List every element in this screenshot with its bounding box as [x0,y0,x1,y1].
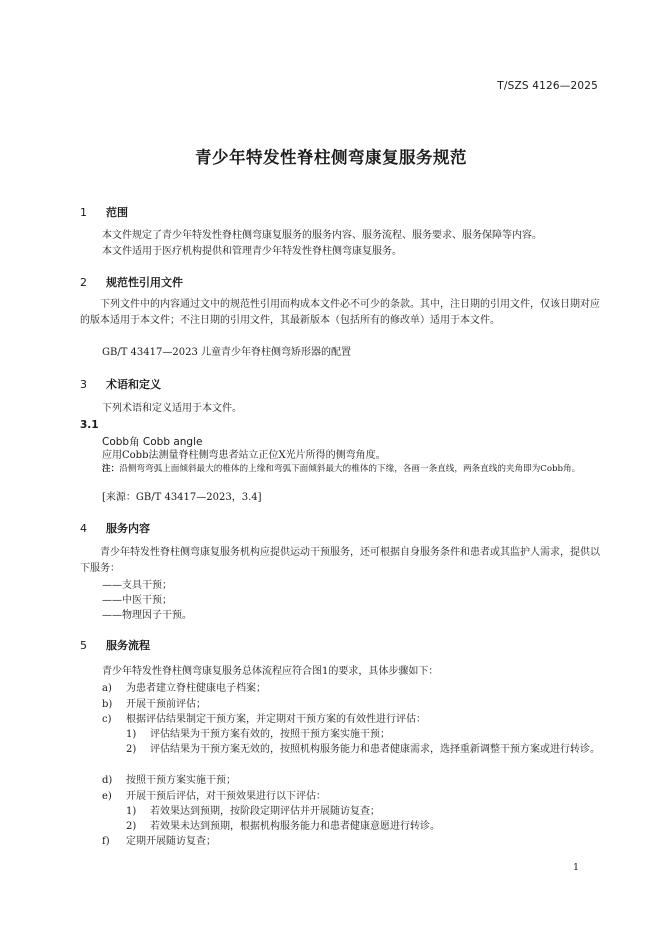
paragraph: 青少年特发性脊柱侧弯康复服务机构应提供运动干预服务，还可根据自身服务条件和患者或其监护人需求，提供以下服务： [80,547,600,574]
list-item: ——物理因子干预。 [102,610,192,621]
normative-reference: GB/T 43417—2023 儿童青少年脊柱侧弯矫形器的配置 [102,347,351,358]
list-item: 为患者建立脊柱健康电子档案； [126,683,266,694]
section-2-heading [80,274,183,290]
list-item-label: e) [102,791,112,802]
section-5-heading [80,637,150,653]
term-source: [来源：GB/T 43417—2023，3.4] [102,492,262,503]
section-4-heading [80,520,150,536]
section-number: 5 [80,639,87,652]
note-label: 注： [102,464,120,474]
section-1-heading [80,204,128,220]
sublist-label: 1) [126,806,137,817]
term-number: 3.1 [80,419,99,431]
list-item-label: f) [102,836,110,847]
sublist-label: 1) [126,729,137,740]
sublist-item: 评估结果为干预方案无效的，按照机构服务能力和患者健康需求，选择重新调整干预方案或进行转诊。 [150,744,600,755]
standard-code: T/SZS 4126—2025 [497,80,598,92]
section-number: 2 [80,276,87,289]
section-title: 服务内容 [106,522,150,535]
document-title: 青少年特发性脊柱侧弯康复服务规范 [195,148,467,167]
section-title: 范围 [106,206,128,219]
list-item-label: a) [102,683,112,694]
list-item-label: b) [102,699,113,710]
term-definition: 应用Cobb法测量脊柱侧弯患者站立正位X光片所得的侧弯角度。 [102,450,386,461]
sublist-item: 评估结果为干预方案有效的，按照干预方案实施干预； [150,729,390,740]
paragraph: 本文件适用于医疗机构提供和管理青少年特发性脊柱侧弯康复服务。 [102,246,402,257]
sublist-label: 2) [126,744,137,755]
list-item: ——中医干预； [102,595,172,606]
paragraph: 本文件规定了青少年特发性脊柱侧弯康复服务的服务内容、服务流程、服务要求、服务保障等内容。 [102,230,542,241]
section-number: 3 [80,378,87,391]
paragraph: 下列文件中的内容通过文中的规范性引用而构成本文件必不可少的条款。其中，注日期的引用文件，仅该日期对应的版本适用于本文件；不注日期的引用文件，其最新版本（包括所有的修改单）适用于本文件。 [80,299,600,326]
list-item: ——支具干预； [102,580,172,591]
list-item: 定期开展随访复查； [126,836,216,847]
list-item: 开展干预后评估，对干预效果进行以下评估： [126,791,326,802]
paragraph: 下列术语和定义适用于本文件。 [102,403,242,414]
list-item: 根据评估结果制定干预方案，并定期对干预方案的有效性进行评估： [126,714,426,725]
page-number: 1 [572,862,579,873]
term-note [102,463,600,476]
section-title: 术语和定义 [106,378,161,391]
sublist-item: 若效果达到预期，按阶段定期评估并开展随访复查； [150,806,380,817]
sublist-item: 若效果未达到预期，根据机构服务能力和患者健康意愿进行转诊。 [150,821,440,832]
term-name: Cobb角 Cobb angle [102,436,203,448]
paragraph: 青少年特发性脊柱侧弯康复服务总体流程应符合图1的要求，具体步骤如下： [102,666,439,677]
section-3-heading [80,376,161,392]
sublist-label: 2) [126,821,137,832]
section-title: 规范性引用文件 [106,276,183,289]
list-item: 按照干预方案实施干预； [126,775,236,786]
note-text: 沿侧弯弯弧上面倾斜最大的椎体的上缘和弯弧下面倾斜最大的椎体的下缘，各画一条直线，两条直线的夹角即为Cobb角。 [119,464,581,474]
section-title: 服务流程 [106,639,150,652]
section-number: 1 [80,206,87,219]
list-item-label: d) [102,775,113,786]
list-item-label: c) [102,714,112,725]
list-item: 开展干预前评估； [126,699,206,710]
section-number: 4 [80,522,87,535]
